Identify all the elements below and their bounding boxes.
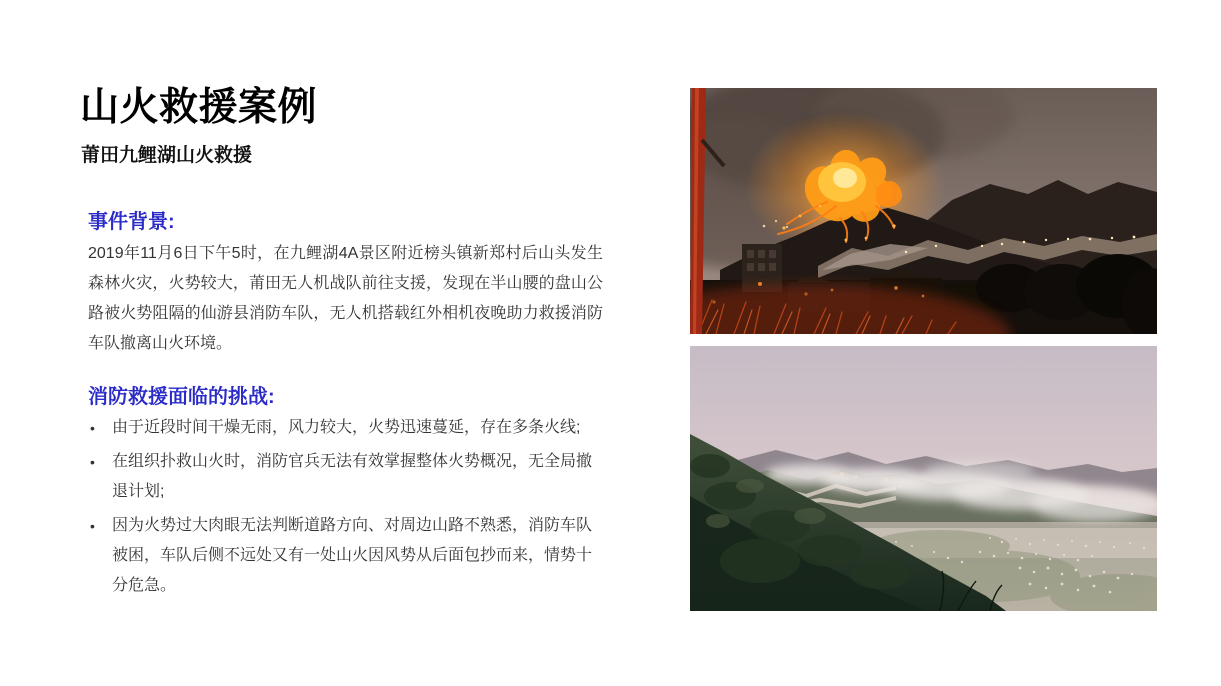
- section-heading-challenges: 消防救援面临的挑战:: [88, 386, 275, 408]
- challenge-item: • 在组织扑救山火时，消防官兵无法有效掌握整体火势概况，无全局撤退计划;: [88, 447, 603, 507]
- night-wildfire-photo: [690, 88, 1157, 334]
- challenge-item: • 由于近段时间干燥无雨，风力较大，火势迅速蔓延，存在多条火线;: [88, 413, 603, 443]
- section-heading-background: 事件背景:: [88, 211, 175, 233]
- section-background-body: 2019年11月6日下午5时，在九鲤湖4A景区附近榜头镇新郑村后山头发生森林火灾，火势较大，莆田无人机战队前往支援，发现在半山腰的盘山公路被火势阻隔的仙游县消防车队，无人机搭载红外相机夜晚助力救援消防车队撤离山火环境。: [88, 245, 603, 352]
- dusk-ridge-smoke-photo: [690, 346, 1157, 611]
- challenges-list: [88, 413, 603, 605]
- page-subtitle: 莆田九鲤湖山火救援: [81, 145, 253, 166]
- challenge-item: • 因为火势过大肉眼无法判断道路方向、对周边山路不熟悉，消防车队被困，车队后侧不远处又有一处山火因风势从后面包抄而来，情势十分危急。: [88, 511, 603, 601]
- page-title: 山火救援案例: [80, 86, 318, 129]
